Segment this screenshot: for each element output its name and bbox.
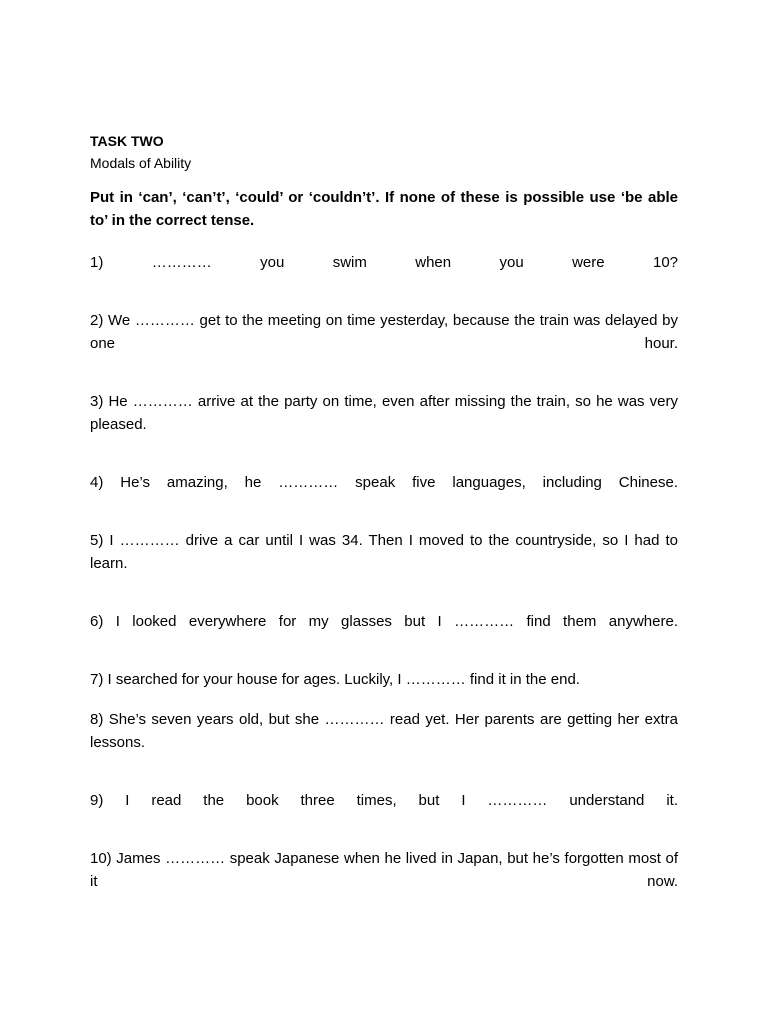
task-title: TASK TWO <box>90 133 164 149</box>
exercise-1: 1) ………… you swim when you were 10? <box>90 254 678 271</box>
worksheet-page <box>90 132 678 893</box>
exercise-9: 9) I read the book three times, but I ………… understand it. <box>90 792 678 809</box>
exercise-4: 4) He’s amazing, he ………… speak five languages, including Chinese. <box>90 474 678 491</box>
exercise-6: 6) I looked everywhere for my glasses but I ………… find them anywhere. <box>90 613 678 630</box>
exercise-2: 2) We ………… get to the meeting on time yesterday, because the train was delayed by one hour. <box>90 312 678 352</box>
exercise-3: 3) He ………… arrive at the party on time, even after missing the train, so he was very pleased. <box>90 393 678 433</box>
exercise-5: 5) I ………… drive a car until I was 34. Then I moved to the countryside, so I had to learn. <box>90 532 678 572</box>
exercise-10: 10) James ………… speak Japanese when he lived in Japan, but he’s forgotten most of it now. <box>90 850 678 890</box>
exercise-7: 7) I searched for your house for ages. Luckily, I ………… find it in the end. <box>90 671 580 688</box>
exercise-8: 8) She’s seven years old, but she ………… read yet. Her parents are getting her extra lessons. <box>90 711 678 751</box>
task-subtitle: Modals of Ability <box>90 155 192 171</box>
instructions: Put in ‘can’, ‘can’t’, ‘could’ or ‘couldn’t’. If none of these is possible use ‘be able to’ in the correct tense. <box>90 189 678 229</box>
